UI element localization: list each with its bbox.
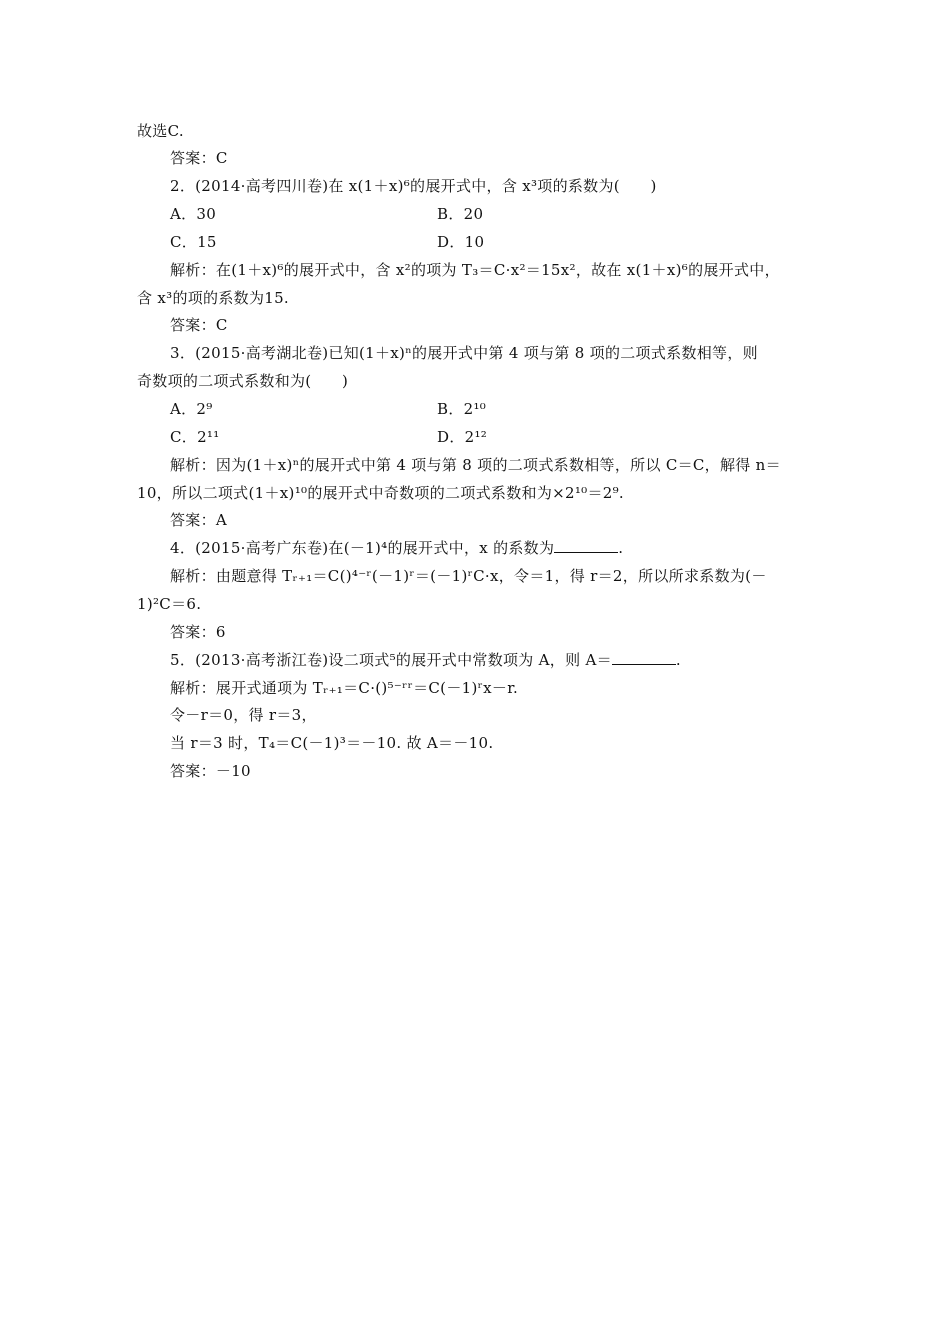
explanation-line: 当 r＝3 时，T₄＝C(－1)³＝－10. 故 A＝－10. [170,734,494,752]
explanation-line: 解析：在(1＋x)⁶的展开式中，含 x²的项为 T₃＝C·x²＝15x²，故在 x(1＋x)⁶的展开式中， [170,261,780,279]
choice-row [170,232,217,252]
explanation-line: 10，所以二项式(1＋x)¹⁰的展开式中奇数项的二项式系数和为×2¹⁰＝2⁹. [137,484,624,502]
explanation-line: 解析：由题意得 Tᵣ₊₁＝C()⁴⁻ʳ(－1)ʳ＝(－1)ʳC·x，令＝1，得 r＝2，所以所求系数为(－ [170,567,767,585]
answer-blank [612,650,676,665]
question-end: . [618,539,624,557]
choice-a: A．30 [170,205,217,223]
choice-b: B．20 [437,205,484,223]
answer-line: 答案：6 [170,623,226,641]
explanation-line: 令－r＝0，得 r＝3， [170,706,317,724]
question-line [170,650,681,670]
choice-d: D．2¹² [437,428,488,446]
explanation-line: 解析：因为(1＋x)ⁿ的展开式中第 4 项与第 8 项的二项式系数相等，所以 C＝C，解得 n＝ [170,456,781,474]
answer-line: 答案：－10 [170,762,251,780]
answer-line: 答案：A [170,511,228,529]
question-line: 2．(2014·高考四川卷)在 x(1＋x)⁶的展开式中，含 x³项的系数为( ) [170,177,657,195]
question-line [170,538,623,558]
question-line: 3．(2015·高考湖北卷)已知(1＋x)ⁿ的展开式中第 4 项与第 8 项的二项式系数相等，则 [170,344,758,362]
explanation-line: 解析：展开式通项为 Tᵣ₊₁＝C·()⁵⁻ʳʳ＝C(－1)ʳx－r. [170,679,519,697]
question-text: 5．(2013·高考浙江卷)设二项式⁵的展开式中常数项为 A，则 A＝ [170,651,612,669]
text-line: 故选C. [137,122,184,140]
answer-line: 答案：C [170,149,228,167]
choice-c: C．15 [170,233,217,251]
choice-b: B．2¹⁰ [437,400,487,418]
choice-row [170,427,220,447]
question-line: 奇数项的二项式系数和为( ) [137,372,349,390]
choice-c: C．2¹¹ [170,428,220,446]
answer-line: 答案：C [170,316,228,334]
explanation-line: 含 x³的项的系数为15. [137,289,289,307]
answer-blank [554,538,618,553]
question-end: . [675,651,681,669]
choice-row [170,399,213,419]
question-text: 4．(2015·高考广东卷)在(－1)⁴的展开式中，x 的系数为 [170,539,555,557]
choice-a: A．2⁹ [170,400,213,418]
choice-d: D．10 [437,233,485,251]
choice-row [170,204,216,224]
explanation-line: 1)²C＝6. [137,595,202,613]
